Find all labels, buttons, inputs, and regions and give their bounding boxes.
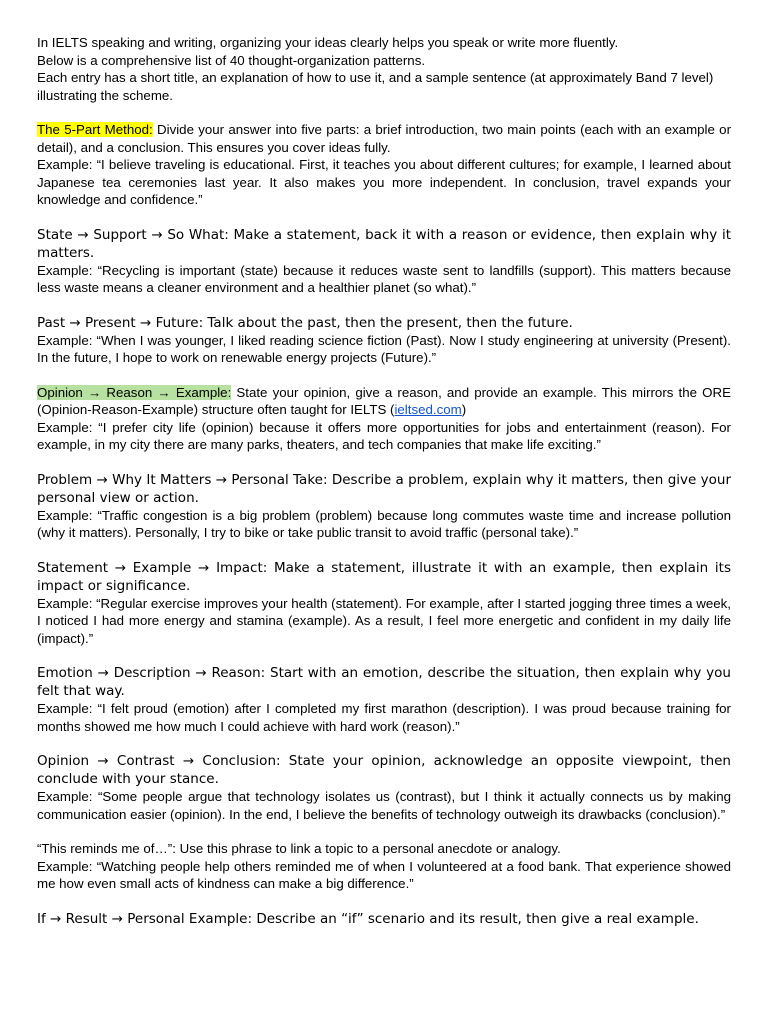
entry-example: Example: “When I was younger, I liked reading science fiction (Past). Now I study engineering at university (Present). In the future, I hope to work on renewable energy projects (Future).” — [37, 332, 731, 365]
entry-description: “This reminds me of…”: Use this phrase to link a topic to a personal anecdote or analogy. — [37, 841, 561, 856]
document-page — [37, 34, 731, 928]
entry-heading: Statement → Example → Impact: Make a statement, illustrate it with an example, then explain its impact or significance. — [37, 559, 731, 594]
entry-heading: Past → Present → Future: Talk about the past, then the present, then the future. — [37, 314, 573, 331]
entry-description — [37, 384, 731, 419]
entry-description — [37, 121, 731, 156]
entry-statement-example-impact — [37, 559, 731, 648]
entry-opinion-contrast-conclusion — [37, 752, 731, 823]
entry-desc-text: Divide your answer into five parts: a brief introduction, two main points (each with an example or detail), and a conclusion. This ensures you cover ideas fully. — [37, 122, 731, 155]
entry-example: Example: “Recycling is important (state) because it reduces waste sent to landfills (support). This matters because less waste means a cleaner environment and a healthier planet (so what).” — [37, 262, 731, 295]
entry-state-support-so-what — [37, 226, 731, 297]
entry-past-present-future — [37, 314, 731, 367]
entry-example: Example: “Some people argue that technology isolates us (contrast), but I think it actually connects us by making communication easier (opinion). In the end, I believe the benefits of technology outweigh its drawbacks (conclusion).” — [37, 789, 731, 822]
entry-example: Example: “I believe traveling is educational. First, it teaches you about different cultures; for example, I learned about Japanese tea ceremonies last year. It also makes you more independent. In conclusion, travel expands your knowledge and confidence.” — [37, 157, 731, 207]
entry-example: Example: “I felt proud (emotion) after I completed my first marathon (description). I was proud because training for months showed me how much I could achieve with hard work (reason).” — [37, 701, 731, 734]
entry-title-highlight: Opinion → Reason → Example: — [37, 384, 232, 400]
entry-example: Example: “Watching people help others reminded me of when I volunteered at a food bank. That experience showed me how even small acts of kindness can make a big difference.” — [37, 858, 731, 891]
intro-line: In IELTS speaking and writing, organizing your ideas clearly helps you speak or write more fluently. — [37, 35, 619, 50]
intro-line: Each entry has a short title, an explanation of how to use it, and a sample sentence (at approximately Band 7 level) illustrating the scheme. — [37, 70, 714, 103]
entry-emotion-description-reason — [37, 664, 731, 735]
entry-heading: Opinion → Contrast → Conclusion: State your opinion, acknowledge an opposite viewpoint, then conclude with your stance. — [37, 753, 731, 787]
entry-example: Example: “Regular exercise improves your health (statement). For example, after I started jogging three times a week, I noticed I had more energy and stamina (example). As a result, I feel more energetic and confident in my daily life (impact).” — [37, 595, 731, 646]
entry-heading: Problem → Why It Matters → Personal Take: Describe a problem, explain why it matters, then give your personal view or action. — [37, 471, 731, 506]
entry-heading: Emotion → Description → Reason: Start with an emotion, describe the situation, then explain why you felt that way. — [37, 665, 731, 699]
entry-heading: State → Support → So What: Make a statement, back it with a reason or evidence, then explain why it matters. — [37, 226, 731, 261]
entry-problem-why-personal — [37, 471, 731, 542]
entry-this-reminds-me — [37, 840, 731, 893]
entry-heading: If → Result → Personal Example: Describe an “if” scenario and its result, then give a real example. — [37, 910, 699, 927]
entry-5-part-method — [37, 121, 731, 209]
entry-desc-text: State your opinion, give a reason, and provide an example. This mirrors the ORE (Opinion-Reason-Example) structure often taught for IELTS ( — [37, 384, 731, 417]
entry-example: Example: “I prefer city life (opinion) because it offers more opportunities for jobs and entertainment (reason). For example, in my city there are many parks, theaters, and tech companies that make life exciting.” — [37, 419, 731, 452]
source-link[interactable]: ieltsed.com — [394, 402, 462, 417]
entry-opinion-reason-example — [37, 384, 731, 454]
entry-desc-end: ) — [461, 402, 467, 417]
entry-if-result-personal — [37, 910, 731, 928]
intro-section — [37, 34, 731, 104]
entry-example: Example: “Traffic congestion is a big problem (problem) because long commutes waste time and increase pollution (why it matters). Personally, I try to bike or take public transit to avoid traffic (personal take).” — [37, 507, 731, 540]
entry-title-highlight: The 5-Part Method: — [37, 122, 153, 137]
intro-line: Below is a comprehensive list of 40 thought-organization patterns. — [37, 52, 426, 68]
